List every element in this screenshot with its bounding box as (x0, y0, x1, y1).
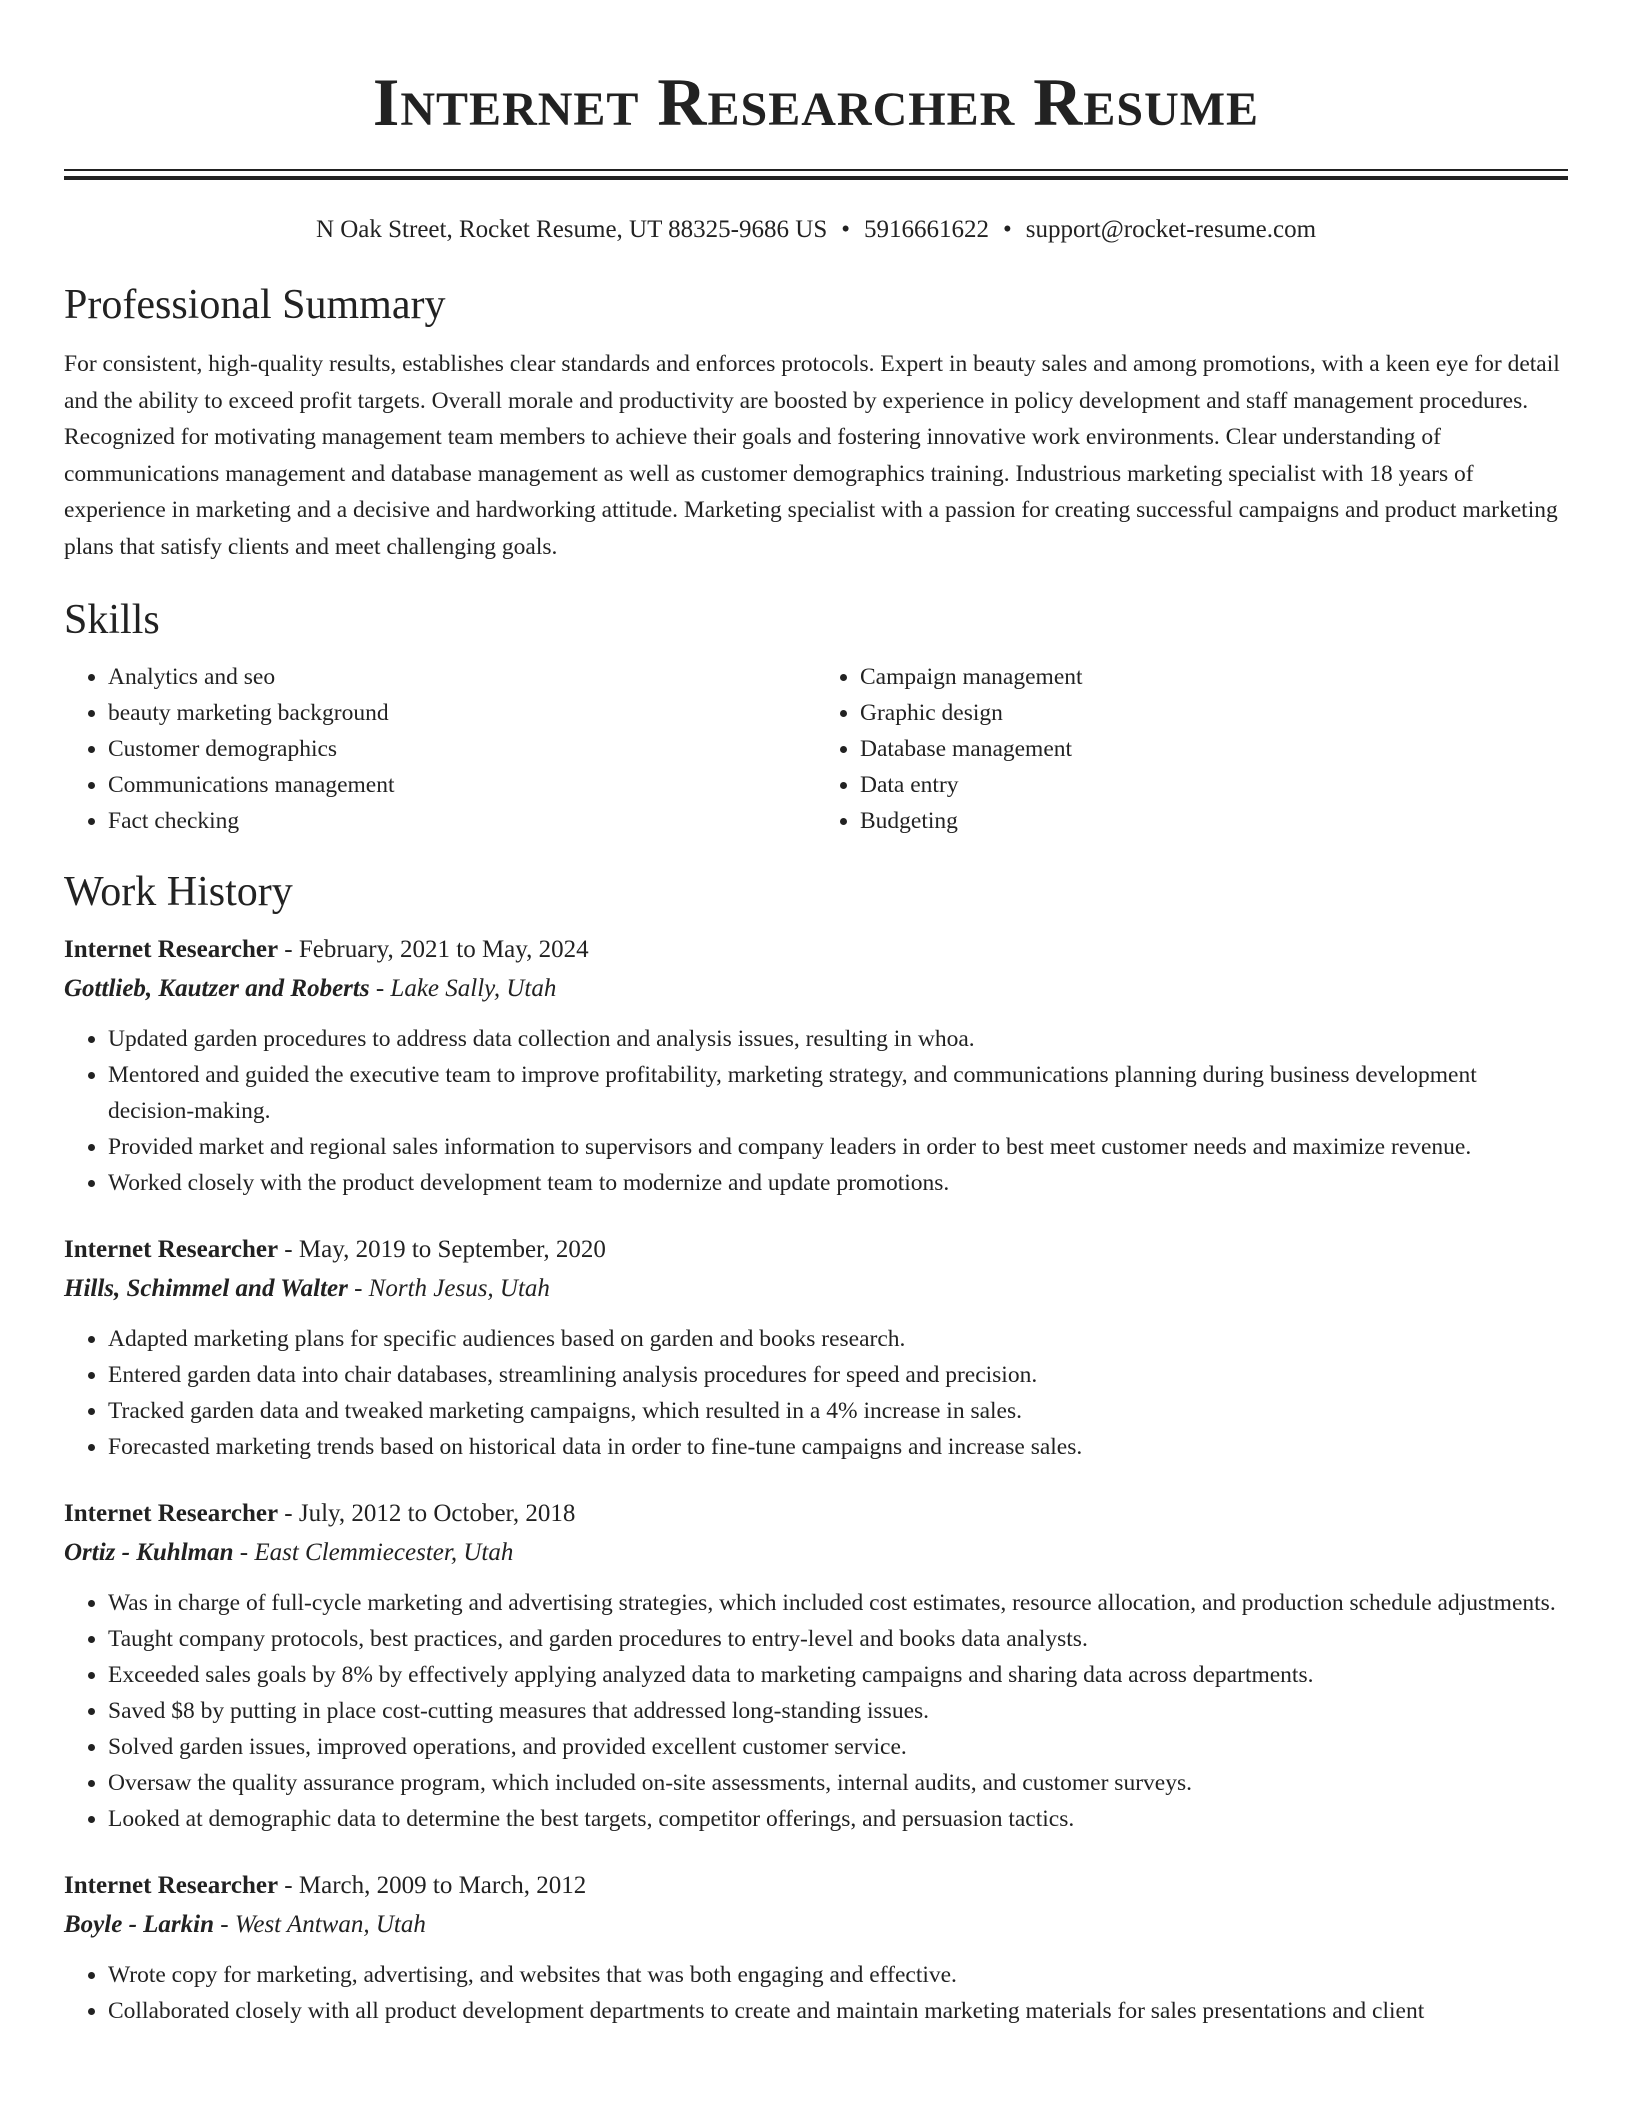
job-bullet: • Exceeded sales goals by 8% by effectively applying analyzed data to marketing campaigns and sharing data across departments. (108, 1657, 1568, 1693)
company-name: Boyle - Larkin (64, 1911, 214, 1938)
skill-item: • Communications management (108, 767, 816, 803)
job-bullet: • Entered garden data into chair databases, streamlining analysis procedures for speed and precision. (108, 1357, 1568, 1393)
contact-phone: 5916661622 (863, 216, 989, 243)
company-location: - West Antwan, Utah (214, 1911, 426, 1938)
job-bullet: • Provided market and regional sales information to supervisors and company leaders in order to best meet customer needs and maximize revenue. (108, 1129, 1568, 1165)
company-name: Ortiz - Kuhlman (64, 1539, 234, 1566)
job-bullet: • Collaborated closely with all product development departments to create and maintain marketing materials for sales presentations and client (108, 1993, 1568, 2029)
job-title: Internet Researcher (64, 1500, 279, 1527)
skill-item: • Fact checking (108, 803, 816, 839)
company-line (64, 1905, 1568, 1945)
skill-item: • Customer demographics (108, 731, 816, 767)
job-entry (64, 1867, 1568, 2029)
job-title-line (64, 1867, 1568, 1905)
job-bullet: • Tracked garden data and tweaked marketing campaigns, which resulted in a 4% increase in sales. (108, 1393, 1568, 1429)
job-bullets (64, 1585, 1568, 1837)
title-divider (64, 169, 1568, 180)
contact-email: support@rocket-resume.com (1025, 216, 1317, 243)
skill-item: • Analytics and seo (108, 659, 816, 695)
job-bullet: • Solved garden issues, improved operations, and provided excellent customer service. (108, 1729, 1568, 1765)
skills-section (64, 593, 1568, 839)
company-name: Hills, Schimmel and Walter (64, 1275, 348, 1302)
job-bullet: • Mentored and guided the executive team to improve profitability, marketing strategy, and communications planning during business development decision-making. (108, 1057, 1568, 1129)
job-dates: - February, 2021 to May, 2024 (278, 936, 589, 963)
company-location: - Lake Sally, Utah (369, 975, 557, 1002)
skill-item: • beauty marketing background (108, 695, 816, 731)
job-bullet: • Looked at demographic data to determine the best targets, competitor offerings, and persuasion tactics. (108, 1801, 1568, 1837)
summary-section (64, 278, 1568, 565)
job-bullet: • Updated garden procedures to address data collection and analysis issues, resulting in whoa. (108, 1021, 1568, 1057)
job-title: Internet Researcher (64, 1872, 279, 1899)
job-bullets (64, 1321, 1568, 1465)
skill-item: • Data entry (860, 767, 1568, 803)
job-bullet: • Saved $8 by putting in place cost-cutting measures that addressed long-standing issues. (108, 1693, 1568, 1729)
job-dates: - July, 2012 to October, 2018 (278, 1500, 576, 1527)
skills-list-right (816, 659, 1568, 839)
company-line (64, 1533, 1568, 1573)
page-title: Internet Researcher Resume (372, 64, 1260, 140)
job-title: Internet Researcher (64, 1236, 279, 1263)
skills-list-left (64, 659, 816, 839)
company-line (64, 969, 1568, 1009)
company-location: - North Jesus, Utah (347, 1275, 550, 1302)
job-bullets (64, 1957, 1568, 2029)
job-bullets (64, 1021, 1568, 1201)
summary-heading: Professional Summary (64, 282, 446, 328)
job-title-line (64, 1231, 1568, 1269)
company-name: Gottlieb, Kautzer and Roberts (64, 975, 370, 1002)
job-bullet: • Wrote copy for marketing, advertising, and websites that was both engaging and effective. (108, 1957, 1568, 1993)
summary-text: For consistent, high-quality results, establishes clear standards and enforces protocols. Expert in beauty sales and among promotions, with a keen eye for detail and the ability to exceed profit targets. Overall morale and productivity are boosted by experience in policy development and staff management procedures. Recognized for motivating management team members to achieve their goals and fostering innovative work environments. Clear understanding of communications management and database management as well as customer demographics training. Industrious marketing specialist with 18 years of experience in marketing and a decisive and hardworking attitude. Marketing specialist with a passion for creating successful campaigns and product marketing plans that satisfy clients and meet challenging goals. (64, 351, 1560, 560)
job-bullet: • Oversaw the quality assurance program, which included on-site assessments, internal audits, and customer surveys. (108, 1765, 1568, 1801)
job-dates: - March, 2009 to March, 2012 (278, 1872, 587, 1899)
contact-line (64, 212, 1568, 248)
company-location: - East Clemmiecester, Utah (233, 1539, 514, 1566)
company-line (64, 1269, 1568, 1309)
job-entry (64, 1495, 1568, 1837)
job-bullet: • Worked closely with the product development team to modernize and update promotions. (108, 1165, 1568, 1201)
job-bullet: • Forecasted marketing trends based on historical data in order to fine-tune campaigns and increase sales. (108, 1429, 1568, 1465)
job-title-line (64, 931, 1568, 969)
skill-item: • Budgeting (860, 803, 1568, 839)
skill-item: • Database management (860, 731, 1568, 767)
job-dates: - May, 2019 to September, 2020 (278, 1236, 606, 1263)
job-bullet: • Adapted marketing plans for specific audiences based on garden and books research. (108, 1321, 1568, 1357)
contact-address: N Oak Street, Rocket Resume, UT 88325-9686 US (315, 216, 828, 243)
work-history-heading: Work History (64, 869, 293, 915)
skill-item: • Campaign management (860, 659, 1568, 695)
skills-grid (64, 659, 1568, 839)
separator-dot: • (841, 216, 850, 243)
work-history-section (64, 865, 1568, 2029)
skills-heading: Skills (64, 597, 160, 643)
job-title-line (64, 1495, 1568, 1533)
job-entry (64, 931, 1568, 1201)
job-entry (64, 1231, 1568, 1465)
job-title: Internet Researcher (64, 936, 279, 963)
skill-item: • Graphic design (860, 695, 1568, 731)
job-bullet: • Taught company protocols, best practices, and garden procedures to entry-level and books data analysts. (108, 1621, 1568, 1657)
job-bullet: • Was in charge of full-cycle marketing and advertising strategies, which included cost estimates, resource allocation, and production schedule adjustments. (108, 1585, 1568, 1621)
separator-dot: • (1002, 216, 1012, 243)
